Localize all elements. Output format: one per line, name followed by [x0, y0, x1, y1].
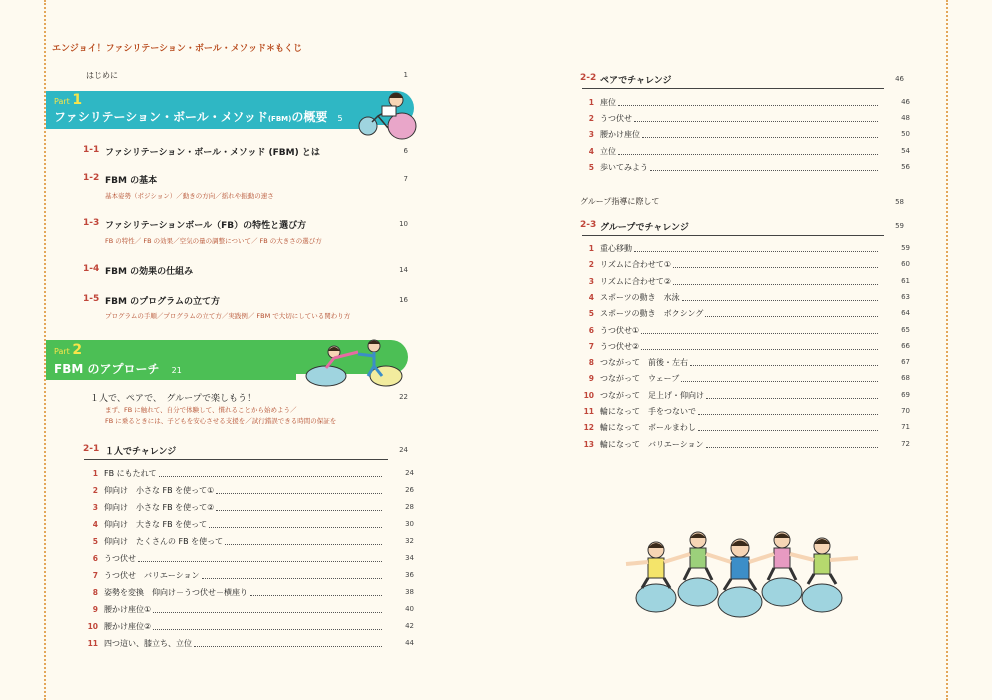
- sec2-3-item-number: 9: [588, 374, 594, 384]
- sec2-3-item-title: うつ伏せ②: [600, 341, 640, 351]
- sec2-1-item-number: 2: [92, 486, 98, 495]
- sec2-3-item-number: 10: [583, 390, 594, 400]
- sec2-3-item-leader: [641, 333, 878, 334]
- sec2-3-item-number: 7: [588, 341, 594, 351]
- sec2-1-item-title: 仰向け 小さな FB を使って②: [104, 503, 215, 512]
- sec2-3-item-number: 1: [588, 244, 594, 253]
- sec2-3-item-number: 2: [588, 260, 594, 270]
- sec2-3-item-title: つながって 前後・左右: [600, 358, 688, 368]
- part2-label: Part 2: [54, 342, 83, 358]
- sec2-1-item-title: うつ伏せ バリエーション: [104, 571, 200, 580]
- sec1-2-title: FBM の基本: [105, 176, 158, 186]
- sec2-1-item-page: 26: [405, 486, 414, 494]
- sec2-3-item-page: 69: [901, 390, 910, 399]
- sec2-3-item-leader: [682, 300, 878, 301]
- sec2-3-item-page: 63: [901, 292, 910, 301]
- sec2-2-item-page: 48: [901, 114, 910, 123]
- sec2-1-item-page: 34: [405, 554, 414, 562]
- sec2-3-item-title: 輪になって 手をつないで: [600, 407, 696, 416]
- sec1-2-subtopics: 基本姿勢（ポジション）／動きの方向／揺れや振動の速さ: [105, 192, 274, 200]
- sec2-2-item-title: 立位: [600, 146, 616, 156]
- sec2-1-item-page: 40: [405, 605, 414, 613]
- sec1-5-title: FBM のプログラムの立て方: [105, 297, 221, 307]
- sec2-2-page: 46: [895, 75, 904, 83]
- sec2-1-item-title: 仰向け 小さな FB を使って①: [104, 486, 215, 495]
- sec2-1-item-number: 1: [92, 469, 98, 478]
- sec2-3-item-number: 4: [588, 292, 594, 302]
- part2-title: FBM のアプローチ 21: [54, 362, 182, 376]
- sec1-3-title: ファシリテーションボール（FB）の特性と選び方: [105, 221, 307, 231]
- sec1-1-page: 6: [403, 147, 408, 155]
- right-dotted-border: [946, 0, 948, 700]
- sec2-1-item-title: 仰向け たくさんの FB を使って: [104, 537, 224, 546]
- sec2-3-item-page: 64: [901, 309, 910, 318]
- sec2-2-item-title: うつ伏せ: [600, 114, 632, 124]
- sec2-2-item-number: 3: [588, 130, 594, 140]
- sec2-3-item-page: 60: [901, 260, 910, 269]
- sec2-2-item-number: 1: [588, 98, 594, 107]
- sec2-3-item-page: 71: [901, 423, 910, 432]
- sec2-1-item-leader: [159, 476, 382, 477]
- sec2-1-number: 2-1: [83, 444, 100, 454]
- sec2-3-item-title: つながって ウェーブ: [600, 374, 680, 384]
- sec2-1-item-leader: [153, 612, 382, 613]
- sec2-1-item-title: 姿勢を変換 仰向け－うつ伏せ－横座り: [104, 588, 248, 597]
- sec1-5-page: 16: [399, 296, 408, 304]
- sec2-3-item-page: 61: [901, 276, 910, 285]
- sec2-3-title: グループでチャレンジ: [600, 223, 689, 233]
- sec2-3-item-number: 12: [583, 423, 594, 433]
- sec1-3-subtopics: FB の特性／ FB の効果／空気の量の調整について／ FB の大きさの選び方: [105, 237, 322, 245]
- sec1-3-page: 10: [399, 220, 408, 228]
- sec2-3-item-page: 66: [901, 341, 910, 350]
- sec2-3-item-leader: [673, 267, 878, 268]
- sec1-5-subtopics: プログラムの手順／プログラムの立て方／実践例／ FBM で大切にしている関わり方: [105, 312, 351, 320]
- sec2-1-rule: [84, 459, 388, 460]
- sec2-2-item-page: 56: [901, 162, 910, 171]
- sec2-1-item-number: 4: [92, 520, 98, 529]
- sec2-1-item-title: うつ伏せ: [104, 554, 136, 563]
- sec2-3-number: 2-3: [580, 220, 597, 230]
- sec2-3-item-leader: [634, 251, 878, 252]
- sec2-3-rule: [582, 235, 884, 236]
- sec2-1-item-title: FB にもたれて: [104, 469, 157, 478]
- sec2-3-item-title: スポーツの動き ボクシング: [600, 309, 704, 319]
- sec2-3-item-page: 70: [901, 407, 910, 415]
- sec2-2-item-number: 4: [588, 146, 594, 156]
- sec2-1-item-title: 仰向け 大きな FB を使って: [104, 520, 208, 529]
- intro-page: 1: [403, 71, 408, 79]
- sec2-3-item-leader: [698, 430, 878, 431]
- sec2-3-item-page: 68: [901, 374, 910, 383]
- sec2-2-item-page: 50: [901, 130, 910, 139]
- sec2-3-item-number: 3: [588, 276, 594, 286]
- sec2-3-item-title: リズムに合わせて①: [600, 260, 672, 270]
- sec1-4-number: 1-4: [83, 264, 100, 274]
- sec2-2-item-leader: [618, 105, 878, 106]
- sec2-1-item-page: 44: [405, 639, 414, 647]
- sec2-1-item-number: 11: [87, 639, 98, 648]
- sec2-3-item-leader: [705, 316, 878, 317]
- sec1-1-title: ファシリテーション・ボール・メソッド (FBM) とは: [105, 148, 320, 158]
- sec2-1-item-leader: [138, 561, 382, 562]
- sec2-2-title: ペアでチャレンジ: [600, 76, 672, 86]
- intro-label: はじめに: [86, 71, 118, 80]
- sec2-2-item-title: 腰かけ座位: [600, 130, 640, 140]
- sec2-1-item-page: 24: [405, 469, 414, 477]
- p2intro-page: 22: [399, 393, 408, 401]
- sec2-1-item-page: 28: [405, 503, 414, 511]
- sec2-2-rule: [582, 88, 884, 89]
- sec2-1-item-page: 38: [405, 588, 414, 596]
- sec2-3-item-number: 11: [583, 407, 594, 416]
- sec2-1-item-leader: [225, 544, 382, 545]
- sec2-3-item-page: 72: [901, 439, 910, 448]
- part1-title: ファシリテーション・ボール・メソッド(FBM)の概要 5: [54, 110, 343, 124]
- sec2-2-item-page: 54: [901, 146, 910, 155]
- sec2-2-item-number: 2: [588, 114, 594, 124]
- sec2-1-item-leader: [153, 629, 382, 630]
- sec2-1-item-leader: [194, 646, 382, 647]
- sec2-1-item-leader: [216, 493, 382, 494]
- sec2-1-item-page: 30: [405, 520, 414, 528]
- sec2-3-item-page: 59: [901, 244, 910, 252]
- sec2-2-item-leader: [634, 121, 878, 122]
- sec2-1-item-leader: [209, 527, 382, 528]
- group-exercise-illustration: [622, 528, 872, 622]
- part1-label: Part 1: [54, 92, 83, 108]
- sec2-3-item-title: リズムに合わせて②: [600, 276, 672, 286]
- sec2-1-item-page: 42: [405, 622, 414, 630]
- sec2-1-item-number: 10: [87, 622, 98, 631]
- sec2-3-item-number: 13: [583, 439, 594, 449]
- sec2-3-item-title: うつ伏せ①: [600, 325, 640, 335]
- sec1-1-number: 1-1: [83, 145, 100, 155]
- sec2-3-item-leader: [698, 414, 878, 415]
- sec1-2-page: 7: [403, 175, 408, 183]
- sec2-1-item-number: 3: [92, 503, 98, 512]
- sec2-3-item-leader: [681, 381, 878, 382]
- sec1-2-number: 1-2: [83, 173, 100, 183]
- sec2-1-item-leader: [216, 510, 382, 511]
- sec1-3-number: 1-3: [83, 218, 100, 228]
- sec2-2-number: 2-2: [580, 73, 597, 83]
- sec2-3-item-page: 65: [901, 325, 910, 334]
- sec2-1-page: 24: [399, 446, 408, 454]
- sec2-3-item-page: 67: [901, 358, 910, 367]
- sec2-2-item-number: 5: [588, 162, 594, 172]
- sec2-3-item-number: 6: [588, 325, 594, 335]
- sec2-3-item-title: 輪になって バリエーション: [600, 439, 704, 449]
- sec2-3-item-leader: [690, 365, 878, 366]
- sec1-5-number: 1-5: [83, 294, 100, 304]
- sec2-1-item-number: 7: [92, 571, 98, 580]
- sec2-1-item-leader: [202, 578, 382, 579]
- sec2-3-item-leader: [641, 349, 878, 350]
- sec2-1-title: １人でチャレンジ: [105, 447, 177, 457]
- p2intro-title: １人で、ペアで、 グループで楽しもう！: [90, 394, 256, 404]
- sec2-2-item-leader: [618, 154, 878, 155]
- p2intro-sub2: FB に乗るときには、子どもを安心させる支援を／試行錯誤できる時間の保証を: [105, 417, 337, 425]
- sec2-3-item-title: スポーツの動き 水泳: [600, 292, 680, 302]
- sec2-2-item-leader: [642, 137, 878, 138]
- sec1-4-title: FBM の効果の仕組み: [105, 267, 194, 277]
- sec2-1-item-title: 腰かけ座位①: [104, 605, 152, 614]
- sec2-1-item-page: 32: [405, 537, 414, 545]
- sec2-3-item-leader: [706, 398, 878, 399]
- sec2-3-page: 59: [895, 222, 904, 230]
- sec2-2-item-page: 46: [901, 98, 910, 106]
- sec2-3-item-number: 8: [588, 358, 594, 368]
- sec2-3-item-title: 輪になって ボールまわし: [600, 423, 696, 433]
- sec2-3-item-title: つながって 足上げ・仰向け: [600, 390, 704, 400]
- sec1-4-page: 14: [399, 266, 408, 274]
- sec2-1-item-number: 8: [92, 588, 98, 597]
- sec2-1-item-number: 6: [92, 554, 98, 563]
- p2intro-sub1: まず、FB に触れて、自分で体験して、慣れることから始めよう／: [105, 406, 297, 414]
- group-note-page: 58: [895, 198, 904, 206]
- sec2-1-item-page: 36: [405, 571, 414, 579]
- group-note-label: グループ指導に際して: [580, 197, 660, 206]
- sec2-1-item-number: 5: [92, 537, 98, 546]
- sec2-2-item-title: 座位: [600, 98, 616, 107]
- sec2-2-item-title: 歩いてみよう: [600, 162, 648, 172]
- sec2-1-item-title: 四つ這い、膝立ち、立位: [104, 639, 192, 648]
- part2-illustration: [290, 332, 410, 388]
- book-title: エンジョイ！ファシリテーション・ボール・メソッド＊もくじ: [52, 44, 302, 54]
- sec2-1-item-leader: [250, 595, 382, 596]
- sec2-3-item-leader: [673, 284, 878, 285]
- sec2-3-item-leader: [706, 447, 878, 448]
- part1-illustration: [348, 86, 420, 140]
- sec2-1-item-title: 腰かけ座位②: [104, 622, 152, 631]
- sec2-1-item-number: 9: [92, 605, 98, 614]
- sec2-3-item-title: 重心移動: [600, 244, 632, 253]
- sec2-2-item-leader: [650, 170, 878, 171]
- sec2-3-item-number: 5: [588, 309, 594, 319]
